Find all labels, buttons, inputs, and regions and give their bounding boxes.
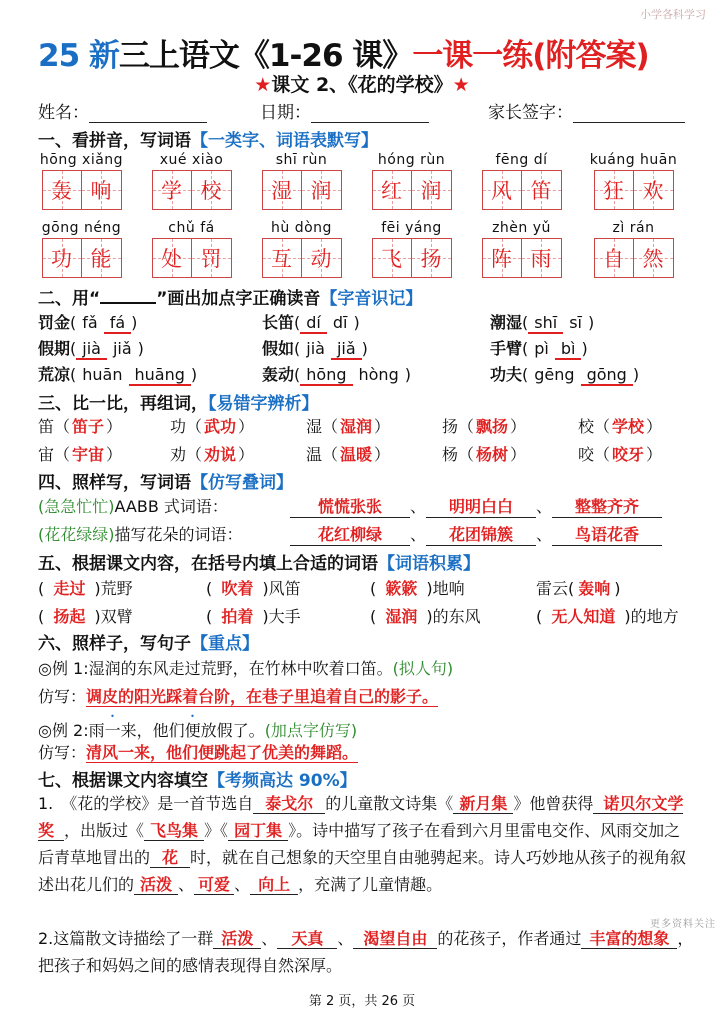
pinyin-option[interactable]: huān [82, 365, 123, 384]
flower-words-row: (花花绿绿)描写花朵的词语： 花红柳绿 、 花团锦簇 、 鸟语花香 [38, 522, 243, 545]
tianzige-cell[interactable]: 飞 [372, 238, 412, 278]
item-word: 荒凉 [38, 365, 71, 384]
fill-word-item: ( 吹着 )风笛 [206, 579, 301, 598]
tianzige-cell[interactable]: 欢 [634, 170, 674, 210]
page-title [38, 30, 698, 75]
pinyin-word [586, 220, 681, 278]
pronunciation-item: 潮湿( shī sī ) [490, 313, 595, 332]
section-4-title: 四、照样写，写词语【仿写叠词】 [38, 473, 293, 493]
tianzige-cell[interactable]: 功 [42, 238, 82, 278]
fill-answer[interactable]: 拍着 [221, 607, 254, 626]
fill-text: 荒野 [100, 579, 133, 598]
pinyin-option[interactable]: fá [104, 313, 131, 334]
tianzige-boxes [254, 238, 349, 278]
fill-answer[interactable]: 轰响 [578, 579, 611, 598]
imitation-1-answer: 调皮的阳光踩着台阶，在巷子里追着自己的影子。 [86, 687, 439, 706]
fill-answer[interactable]: 扬起 [53, 607, 86, 626]
fill-answer[interactable]: 簌簌 [385, 579, 418, 598]
tianzige-boxes [144, 170, 239, 210]
fill-word-item: ( 湿润 )的东风 [370, 607, 481, 626]
tianzige-cell[interactable]: 润 [302, 170, 342, 210]
tianzige-cell[interactable]: 笛 [522, 170, 562, 210]
tianzige-boxes [34, 238, 129, 278]
compare-char: 杨 [442, 445, 459, 464]
tianzige-cell[interactable]: 校 [192, 170, 232, 210]
pronunciation-item: 假如( jià jiǎ ) [262, 339, 368, 358]
pinyin-option[interactable]: fǎ [82, 313, 98, 332]
tianzige-cell[interactable]: 湿 [262, 170, 302, 210]
pinyin-option[interactable]: jià [76, 339, 107, 360]
pronunciation-item: 手臂( pì bì ) [490, 339, 588, 358]
fill-text: 双臂 [100, 607, 133, 626]
item-word: 手臂 [490, 339, 523, 358]
fill-word-item: ( 扬起 )双臂 [38, 607, 133, 626]
section-7-title: 七、根据课文内容填空【考频高达 90%】 [38, 771, 357, 791]
tianzige-cell[interactable]: 动 [302, 238, 342, 278]
pronunciation-item: 荒凉( huān huāng ) [38, 365, 198, 384]
pinyin-option[interactable]: sī [569, 313, 582, 332]
parent-label: 家长签字： [488, 103, 573, 123]
star-icon: ★ [254, 74, 272, 96]
tianzige-boxes [474, 170, 569, 210]
compare-answer[interactable]: 咬牙 [612, 445, 645, 464]
fill-paragraph-2: 2.这篇散文诗描绘了一群 活泼 、 天真 、 渴望自由 的花孩子，作者通过 丰富的想象 ，把孩子和妈妈之间的感情表现得自然深厚。 [38, 929, 694, 975]
compare-answer[interactable]: 笛子 [72, 417, 105, 436]
fill-answer[interactable]: 走过 [53, 579, 86, 598]
compare-item: 温（ 温暖 ） [306, 445, 391, 464]
tianzige-boxes [364, 170, 459, 210]
tianzige-cell[interactable]: 互 [262, 238, 302, 278]
pinyin-option[interactable]: jiǎ [331, 339, 362, 360]
compare-char: 湿 [306, 417, 323, 436]
date-field [260, 98, 429, 123]
pinyin-option[interactable]: gōng [581, 365, 633, 386]
pronunciation-item: 罚金( fǎ fá ) [38, 313, 138, 332]
pinyin-word [364, 152, 459, 210]
example-1: ◎例 1:湿润的东风走过荒野，在竹林中吹着口笛。(拟人句) [38, 659, 454, 678]
pinyin-word [254, 152, 349, 210]
pronunciation-item: 功夫( gēng gōng ) [490, 365, 640, 384]
pinyin-option[interactable]: pì [534, 339, 549, 358]
compare-char: 校 [578, 417, 595, 436]
compare-answer[interactable]: 宇宙 [72, 445, 105, 464]
parent-line[interactable] [573, 106, 685, 123]
compare-item: 笛（ 笛子 ） [38, 417, 123, 436]
pinyin-text: kuáng huān [589, 152, 678, 168]
pinyin-option[interactable]: shī [528, 313, 563, 334]
tianzige-cell[interactable]: 润 [412, 170, 452, 210]
compare-item: 杨（ 杨树 ） [442, 445, 527, 464]
aabb-row: (急急忙忙)AABB 式词语： 慌慌张张 、 明明白白 、 整整齐齐 [38, 494, 228, 517]
pinyin-text: shī rùn [275, 152, 328, 168]
fill-text: 地响 [432, 579, 465, 598]
compare-char: 笛 [38, 417, 55, 436]
compare-answer[interactable]: 学校 [612, 417, 645, 436]
fill-word-item: ( 走过 )荒野 [38, 579, 133, 598]
watermark: 小学各科学习 [640, 8, 706, 21]
pinyin-word [364, 220, 459, 278]
section-3-title: 三、比一比，再组词，【易错字辨析】 [38, 394, 319, 414]
compare-item: 咬（ 咬牙 ） [578, 445, 663, 464]
fill-word-item: ( 拍着 )大手 [206, 607, 301, 626]
tianzige-cell[interactable]: 自 [594, 238, 634, 278]
tianzige-cell[interactable]: 响 [82, 170, 122, 210]
item-word: 假期 [38, 339, 71, 358]
tianzige-boxes [34, 170, 129, 210]
compare-answer[interactable]: 温暖 [340, 445, 373, 464]
tianzige-cell[interactable]: 狂 [594, 170, 634, 210]
fill-paragraph-1: 1. 《花的学校》是一首节选自 泰戈尔 的儿童散文诗集《 新月集 》他曾获得 诺贝尔文学奖 ，出版过《 飞鸟集 》《 园丁集 》。诗中描写了孩子在看到六月里雷电交作、风雨交加之后青草地冒出的 花 时，就在自己想象的天空里自由驰骋起来。诗人巧妙地从孩子的视角叙述出花儿们的 活泼 、 可爱 、 向上 ，充满了儿童情趣。 [38, 794, 687, 894]
item-word: 罚金 [38, 313, 71, 332]
item-word: 假如 [262, 339, 295, 358]
compare-char: 温 [306, 445, 323, 464]
pinyin-word [34, 152, 129, 210]
pinyin-word [474, 152, 569, 210]
fill-text: 的东风 [432, 607, 481, 626]
lesson-subtitle [0, 70, 724, 97]
pinyin-word [474, 220, 569, 278]
compare-char: 扬 [442, 417, 459, 436]
compare-answer[interactable]: 飘扬 [476, 417, 509, 436]
pinyin-text: hù dòng [271, 220, 332, 236]
fill-text: ) [614, 579, 621, 598]
lesson-name: 课文 2、《花的学校》 [271, 74, 453, 96]
fill-prefix: 雷云( [536, 579, 575, 598]
fill-answer[interactable]: 吹着 [221, 579, 254, 598]
fill-word-item: ( 无人知道 )的地方 [536, 607, 679, 626]
pinyin-text: xué xiào [159, 152, 224, 168]
imitation-2-answer: 清风一来，他们便跳起了优美的舞蹈。 [86, 743, 359, 762]
title-part-2: 三上语文《1-26 课》 [118, 38, 413, 74]
pinyin-text: zhèn yǔ [492, 220, 551, 236]
pronunciation-item: 轰动( hōng hòng ) [262, 365, 411, 384]
tianzige-cell[interactable]: 罚 [192, 238, 232, 278]
compare-item: 功（ 武功 ） [170, 417, 255, 436]
title-part-1: 25 新 [38, 38, 119, 74]
fill-text: 风笛 [268, 579, 301, 598]
fill-text: 大手 [268, 607, 301, 626]
tianzige-cell[interactable]: 然 [634, 238, 674, 278]
pinyin-word [586, 152, 681, 210]
section-1-title: 一、看拼音，写词语【一类字、词语表默写】 [38, 131, 378, 151]
item-word: 潮湿 [490, 313, 523, 332]
tianzige-boxes [586, 238, 681, 278]
section-5-title: 五、根据课文内容，在括号内填上合适的词语【词语积累】 [38, 554, 480, 574]
star-icon: ★ [452, 74, 470, 96]
tianzige-boxes [254, 170, 349, 210]
tianzige-cell[interactable]: 能 [82, 238, 122, 278]
tianzige-boxes [364, 238, 459, 278]
fill-answer[interactable]: 无人知道 [551, 607, 616, 626]
fill-word-item [536, 576, 621, 599]
pinyin-word [144, 220, 239, 278]
item-word: 长笛 [262, 313, 295, 332]
flower-answers: 花红柳绿 、 花团锦簇 、 鸟语花香 [290, 522, 690, 546]
fill-answer[interactable]: 湿润 [385, 607, 418, 626]
tianzige-cell[interactable]: 雨 [522, 238, 562, 278]
item-word: 功夫 [490, 365, 523, 384]
pinyin-option[interactable]: hòng [358, 365, 399, 384]
parent-field [488, 98, 685, 123]
compare-answer[interactable]: 劝说 [204, 445, 237, 464]
fill-text: 的地方 [630, 607, 679, 626]
pinyin-option[interactable]: dī [332, 313, 348, 332]
tianzige-boxes [144, 238, 239, 278]
item-word: 轰动 [262, 365, 295, 384]
pinyin-option[interactable]: dí [300, 313, 327, 334]
tianzige-boxes [586, 170, 681, 210]
tianzige-cell[interactable]: 红 [372, 170, 412, 210]
pinyin-text: fēng dí [495, 152, 548, 168]
name-line[interactable] [89, 106, 207, 123]
pinyin-text: chǔ fá [168, 220, 215, 236]
pinyin-option[interactable]: huāng [129, 365, 191, 386]
compare-item: 湿（ 湿润 ） [306, 417, 391, 436]
pinyin-word [144, 152, 239, 210]
compare-item: 宙（ 宇宙 ） [38, 445, 123, 464]
tianzige-cell[interactable]: 风 [482, 170, 522, 210]
compare-char: 宙 [38, 445, 55, 464]
compare-answer[interactable]: 杨树 [476, 445, 509, 464]
tianzige-cell[interactable]: 处 [152, 238, 192, 278]
tianzige-cell[interactable]: 阵 [482, 238, 522, 278]
pinyin-option[interactable]: hōng [300, 365, 352, 386]
pinyin-text: fēi yáng [381, 220, 442, 236]
pinyin-option[interactable]: gēng [534, 365, 575, 384]
section-6-title: 六、照样子，写句子【重点】 [38, 634, 259, 654]
compare-item: 劝（ 劝说 ） [170, 445, 255, 464]
tianzige-boxes [474, 238, 569, 278]
compare-item: 扬（ 飘扬 ） [442, 417, 527, 436]
pinyin-option[interactable]: jiǎ [112, 339, 132, 358]
page-footer: 第 2 页，共 26 页 [308, 994, 416, 1009]
date-line[interactable] [311, 106, 429, 123]
title-part-3: 一课一练(附答案) [412, 38, 649, 74]
name-label: 姓名： [38, 103, 89, 123]
pinyin-option[interactable]: jià [306, 339, 325, 358]
aabb-answers: 慌慌张张 、 明明白白 、 整整齐齐 [290, 494, 690, 518]
pronunciation-item: 长笛( dí dī ) [262, 313, 360, 332]
compare-char: 功 [170, 417, 187, 436]
imitation-2: 仿写：清风一来，他们便跳起了优美的舞蹈。 [38, 743, 359, 762]
tianzige-cell[interactable]: 扬 [412, 238, 452, 278]
pinyin-word [254, 220, 349, 278]
compare-item: 校（ 学校 ） [578, 417, 663, 436]
tianzige-cell[interactable]: 学 [152, 170, 192, 210]
compare-answer[interactable]: 武功 [204, 417, 237, 436]
imitation-1: 仿写：调皮的阳光踩着台阶，在巷子里追着自己的影子。 [38, 687, 439, 706]
pronunciation-item: 假期( jià jiǎ ) [38, 339, 144, 358]
compare-answer[interactable]: 湿润 [340, 417, 373, 436]
example-2: ◎例 2:雨一来，他们便放假了。(加点字仿写) [38, 721, 358, 740]
pinyin-word [34, 220, 129, 278]
fill-word-item: ( 簌簌 )地响 [370, 579, 465, 598]
section-2-title: 二、用“ ”画出加点字正确读音【字音识记】 [38, 289, 423, 309]
side-watermark: 更多资料关注 [650, 919, 716, 930]
pinyin-text: gōng néng [41, 220, 122, 236]
pinyin-option[interactable]: bì [555, 339, 582, 360]
compare-char: 劝 [170, 445, 187, 464]
compare-char: 咬 [578, 445, 595, 464]
tianzige-cell[interactable]: 轰 [42, 170, 82, 210]
name-field [38, 98, 207, 123]
pinyin-text: zì rán [612, 220, 655, 236]
date-label: 日期： [260, 103, 311, 123]
pinyin-text: hōng xiǎng [39, 152, 124, 168]
pinyin-text: hóng rùn [377, 152, 446, 168]
